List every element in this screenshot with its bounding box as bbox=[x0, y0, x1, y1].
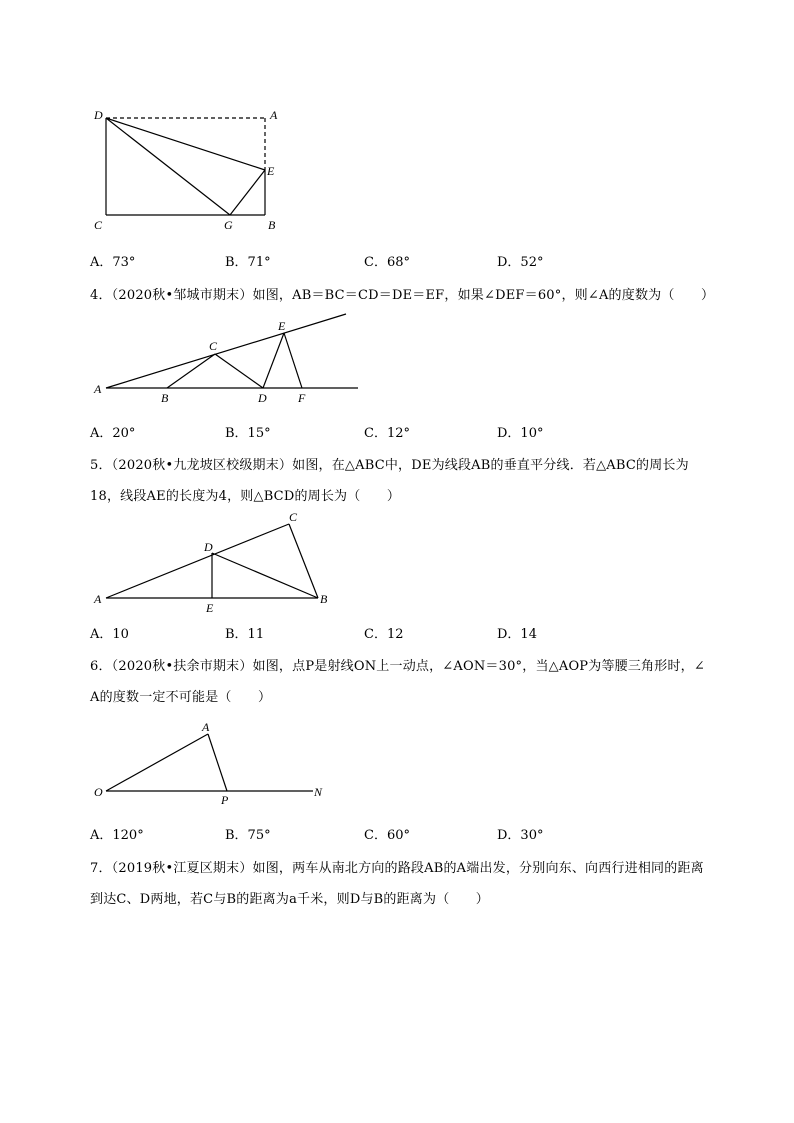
q4-option-d: D．10° bbox=[497, 426, 544, 441]
q5-label-C: C bbox=[289, 510, 298, 524]
q6-figure bbox=[106, 734, 313, 791]
q4-option-b: B．15° bbox=[225, 426, 271, 441]
q4-label-A: A bbox=[94, 382, 102, 396]
q5-line-DB bbox=[212, 553, 318, 598]
q4-line-EF bbox=[284, 333, 302, 388]
q3-label-E: E bbox=[267, 164, 275, 178]
q5-line-AC bbox=[106, 524, 289, 598]
q5-question-line1: 5．（2020秋•九龙坡区校级期末）如图，在△ABC中，DE为线段AB的垂直平分线．若△ABC的周长为 bbox=[90, 458, 689, 473]
q4-line-DE bbox=[263, 333, 284, 388]
q5-label-E: E bbox=[206, 601, 214, 615]
q6-label-O: O bbox=[94, 785, 103, 799]
q3-figure bbox=[106, 118, 265, 215]
q4-label-C: C bbox=[209, 339, 218, 353]
q3-option-d: D．52° bbox=[497, 255, 544, 270]
q6-option-c: C．60° bbox=[364, 828, 410, 843]
q4-question-text: 4．（2020秋•邹城市期末）如图，AB＝BC＝CD＝DE＝EF，如果∠DEF＝60°，则∠A的度数为（ ） bbox=[90, 288, 715, 303]
q4-label-D: D bbox=[258, 391, 267, 405]
q3-line-GE bbox=[230, 170, 265, 215]
q3-option-b: B．71° bbox=[225, 255, 271, 270]
q3-line-DE bbox=[106, 118, 265, 170]
q3-label-B: B bbox=[268, 218, 276, 232]
q5-label-A: A bbox=[94, 592, 102, 606]
q4-ray-AE bbox=[106, 314, 346, 388]
q5-option-a: A．10 bbox=[90, 627, 129, 642]
q7-question-line2: 到达C、D两地，若C与B的距离为a千米，则D与B的距离为（ ） bbox=[90, 892, 489, 907]
q3-option-a: A．73° bbox=[90, 255, 136, 270]
q6-label-A: A bbox=[202, 720, 210, 734]
q6-question-line2: A的度数一定不可能是（ ） bbox=[90, 690, 272, 705]
q4-label-B: B bbox=[161, 391, 169, 405]
q5-question-line2: 18，线段AE的长度为4，则△BCD的周长为（ ） bbox=[90, 489, 401, 504]
q5-label-B: B bbox=[320, 592, 328, 606]
q5-option-b: B．11 bbox=[225, 627, 265, 642]
q6-label-N: N bbox=[314, 785, 323, 799]
q3-option-c: C．68° bbox=[364, 255, 410, 270]
q6-option-d: D．30° bbox=[497, 828, 544, 843]
q4-label-F: F bbox=[298, 391, 306, 405]
q3-label-C: C bbox=[94, 218, 103, 232]
q6-line-OA bbox=[106, 734, 208, 791]
q4-figure bbox=[106, 314, 358, 388]
q5-figure bbox=[106, 524, 318, 598]
q6-line-AP bbox=[208, 734, 227, 791]
q4-option-a: A．20° bbox=[90, 426, 136, 441]
q6-option-a: A．120° bbox=[90, 828, 144, 843]
q4-option-c: C．12° bbox=[364, 426, 410, 441]
q6-question-line1: 6．（2020秋•扶余市期末）如图，点P是射线ON上一动点，∠AON＝30°，当△AOP为等腰三角形时，∠ bbox=[90, 659, 705, 674]
q7-question-line1: 7．（2019秋•江夏区期末）如图，两车从南北方向的路段AB的A端出发，分别向东、向西行进相同的距离 bbox=[90, 861, 704, 876]
q4-label-E: E bbox=[278, 319, 286, 333]
q6-option-b: B．75° bbox=[225, 828, 271, 843]
q3-line-DG bbox=[106, 118, 230, 215]
q4-line-BC bbox=[167, 354, 215, 388]
q5-option-c: C．12 bbox=[364, 627, 404, 642]
q5-label-D: D bbox=[204, 540, 213, 554]
q3-label-G: G bbox=[224, 218, 233, 232]
q4-line-CD bbox=[215, 354, 263, 388]
q3-label-A: A bbox=[270, 108, 278, 122]
q3-label-D: D bbox=[94, 108, 103, 122]
q5-option-d: D．14 bbox=[497, 627, 537, 642]
q6-label-P: P bbox=[221, 793, 229, 807]
